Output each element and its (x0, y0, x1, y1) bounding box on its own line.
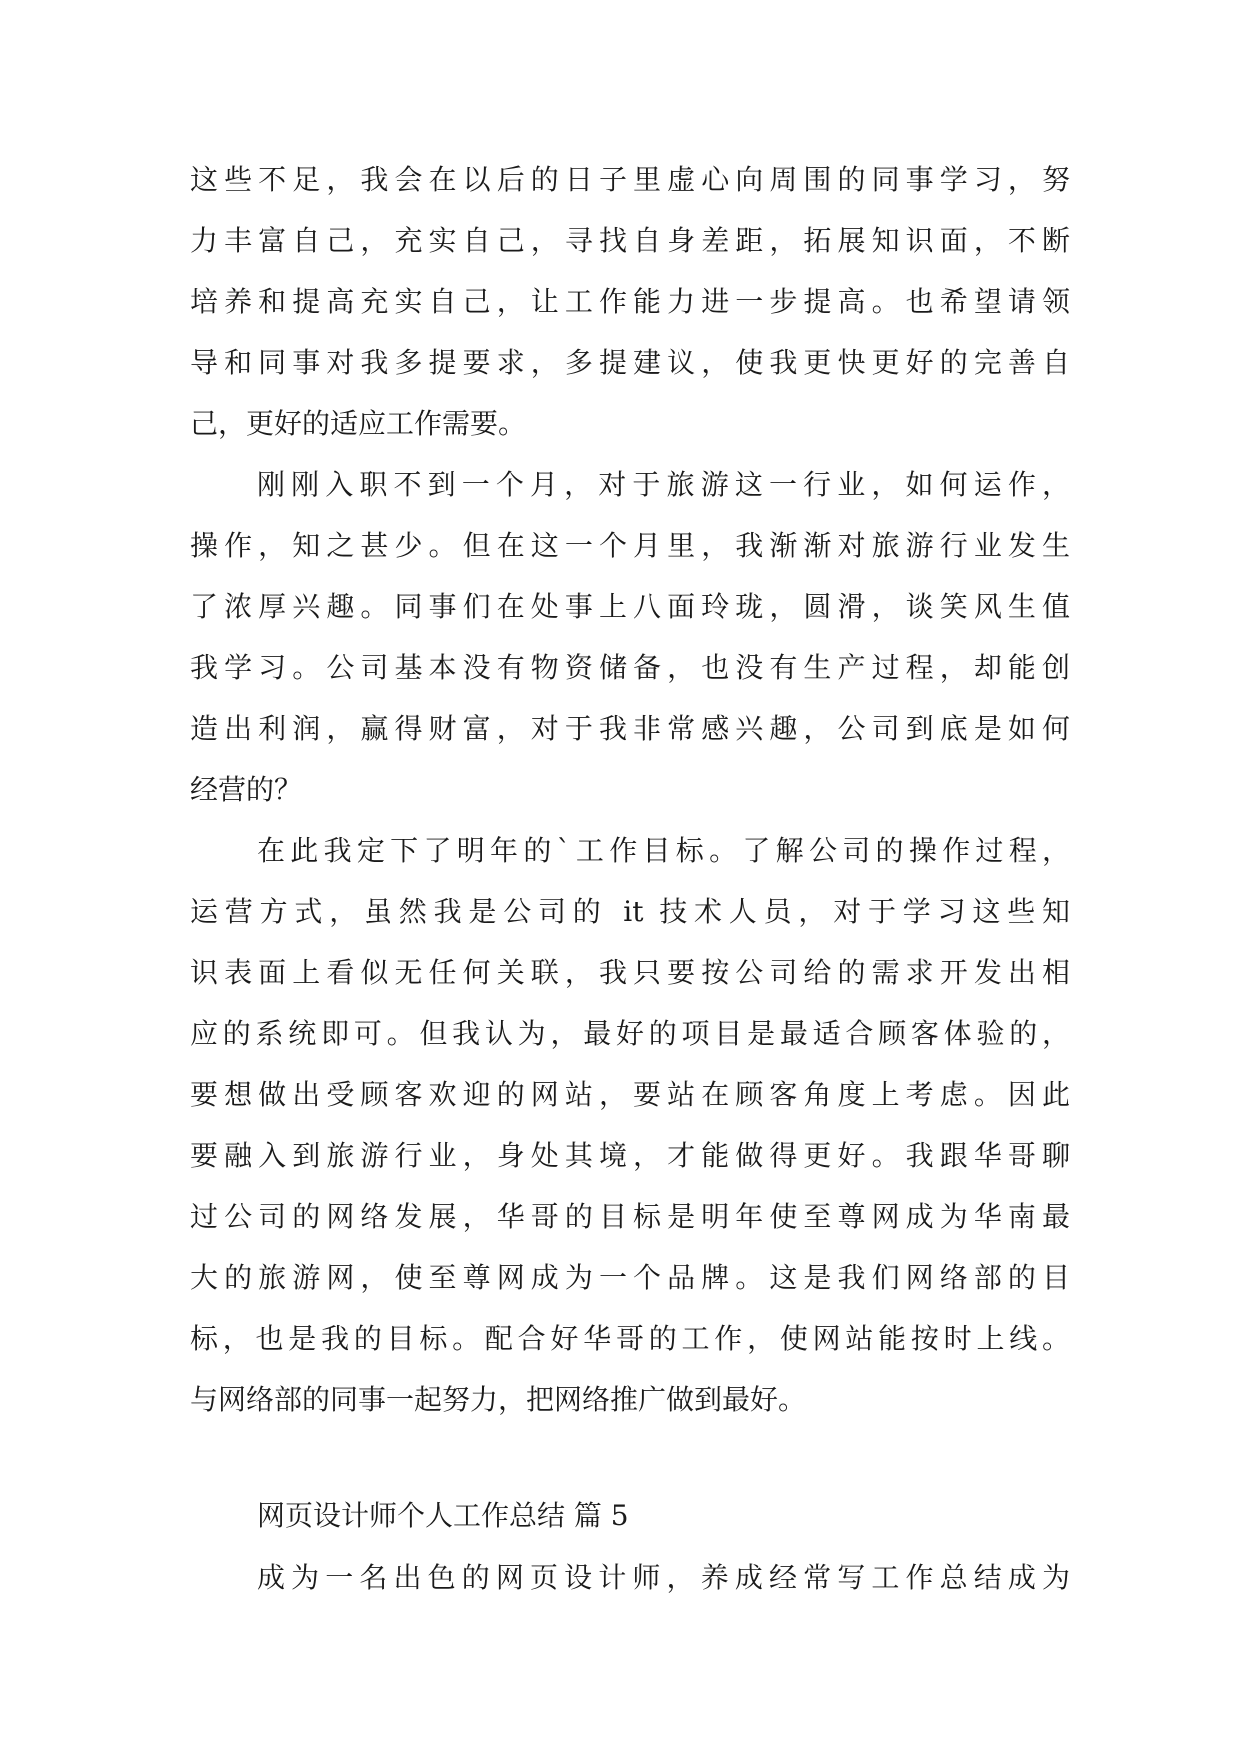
paragraph-first-line: 成为一名出色的网页设计师，养成经常写工作总结成为 (257, 1561, 1070, 1594)
text-line: 标，也是我的目标。配合好华哥的工作，使网站能按时上线。 (190, 1322, 1070, 1355)
text-line: 培养和提高充实自己，让工作能力进一步提高。也希望请领 (190, 285, 1070, 318)
section-heading: 网页设计师个人工作总结 篇 5 (257, 1499, 629, 1532)
text-line: 要融入到旅游行业，身处其境，才能做得更好。我跟华哥聊 (190, 1139, 1070, 1172)
paragraph-first-line: 在此我定下了明年的`工作目标。了解公司的操作过程， (257, 834, 1070, 867)
text-line: 识表面上看似无任何关联，我只要按公司给的需求开发出相 (190, 956, 1070, 989)
text-line: 要想做出受顾客欢迎的网站，要站在顾客角度上考虑。因此 (190, 1078, 1070, 1111)
text-line: 与网络部的同事一起努力，把网络推广做到最好。 (190, 1383, 807, 1416)
text-line: 过公司的网络发展，华哥的目标是明年使至尊网成为华南最 (190, 1200, 1070, 1233)
text-line: 经营的？ (190, 773, 303, 806)
text-line: 操作，知之甚少。但在这一个月里，我渐渐对旅游行业发生 (190, 529, 1070, 562)
text-line: 应的系统即可。但我认为，最好的项目是最适合顾客体验的， (190, 1017, 1070, 1050)
text-line: 导和同事对我多提要求，多提建议，使我更快更好的完善自 (190, 346, 1070, 379)
text-line: 这些不足，我会在以后的日子里虚心向周围的同事学习，努 (190, 163, 1070, 196)
text-line: 运营方式，虽然我是公司的 it 技术人员，对于学习这些知 (190, 895, 1070, 928)
text-line: 造出利润，赢得财富，对于我非常感兴趣，公司到底是如何 (190, 712, 1070, 745)
text-line: 大的旅游网，使至尊网成为一个品牌。这是我们网络部的目 (190, 1261, 1070, 1294)
text-line: 了浓厚兴趣。同事们在处事上八面玲珑，圆滑，谈笑风生值 (190, 590, 1070, 623)
text-line: 己，更好的适应工作需要。 (190, 407, 527, 440)
paragraph-first-line: 刚刚入职不到一个月，对于旅游这一行业，如何运作， (257, 468, 1070, 501)
text-line: 我学习。公司基本没有物资储备，也没有生产过程，却能创 (190, 651, 1070, 684)
text-line: 力丰富自己，充实自己，寻找自身差距，拓展知识面，不断 (190, 224, 1070, 257)
